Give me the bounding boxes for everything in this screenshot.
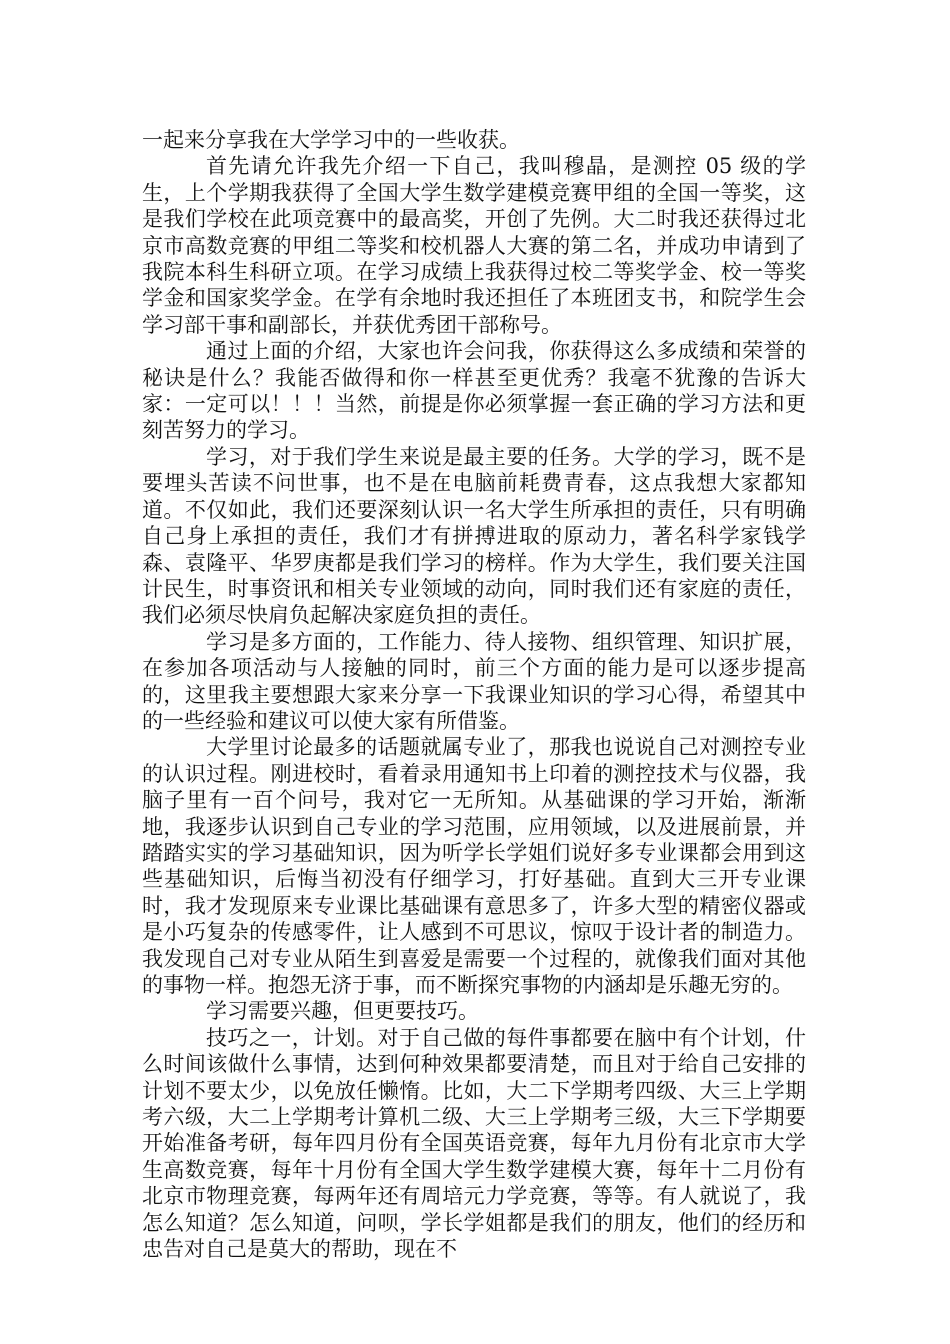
paragraph-2: 首先请允许我先介绍一下自己，我叫穆晶，是测控 05 级的学生，上个学期我获得了全国大学生数学建模竞赛甲组的全国一等奖，这是我们学校在此项竞赛中的最高奖，开创了先例。大二时我还获得过北京市高数竞赛的甲组二等奖和校机器人大赛的第二名，并成功申请到了我院本科生科研立项。在学习成绩上我获得过校二等奖学金、校一等奖学金和国家奖学金。在学有余地时我还担任了本班团支书，和院学生会学习部干事和副部长，并获优秀团干部称号。 bbox=[142, 154, 806, 337]
paragraph-7: 学习需要兴趣，但更要技巧。 bbox=[206, 999, 479, 1024]
paragraph-8: 技巧之一，计划。对于自己做的每件事都要在脑中有个计划，什么时间该做什么事情，达到何种效果都要清楚，而且对于给自己安排的计划不要太少，以免放任懒惰。比如，大二下学期考四级、大三上学期考六级，大二上学期考计算机二级、大三上学期考三级，大三下学期要开始准备考研，每年四月份有全国英语竞赛，每年九月份有北京市大学生高数竞赛，每年十月份有全国大学生数学建模大赛，每年十二月份有北京市物理竞赛，每两年还有周培元力学竞赛，等等。有人就说了，我怎么知道？怎么知道，问呗，学长学姐都是我们的朋友，他们的经历和忠告对自己是莫大的帮助，现在不 bbox=[142, 1025, 806, 1262]
paragraph-3: 通过上面的介绍，大家也许会问我，你获得这么多成绩和荣誉的秘诀是什么？我能否做得和你一样甚至更优秀？我毫不犹豫的告诉大家：一定可以！！！当然，前提是你必须掌握一套正确的学习方法和更刻苦努力的学习。 bbox=[142, 339, 806, 443]
paragraph-1: 一起来分享我在大学学习中的一些收获。 bbox=[142, 128, 520, 152]
document-body bbox=[142, 127, 806, 1262]
paragraph-4: 学习，对于我们学生来说是最主要的任务。大学的学习，既不是要埋头苦读不问世事，也不是在电脑前耗费青春，这点我想大家都知道。不仅如此，我们还要深刻认识一名大学生所承担的责任，只有明确自己身上承担的责任，我们才有拼搏进取的原动力，著名科学家钱学森、袁隆平、华罗庚都是我们学习的榜样。作为大学生，我们要关注国计民生，时事资讯和相关专业领域的动向，同时我们还有家庭的责任，我们必须尽快肩负起解决家庭负担的责任。 bbox=[142, 444, 806, 628]
paragraph-6: 大学里讨论最多的话题就属专业了，那我也说说自己对测控专业的认识过程。刚进校时，看着录用通知书上印着的测控技术与仪器，我脑子里有一百个问号，我对它一无所知。从基础课的学习开始，渐渐地，我逐步认识到自己专业的学习范围，应用领域，以及进展前景，并踏踏实实的学习基础知识，因为听学长学姐们说好多专业课都会用到这些基础知识，后悔当初没有仔细学习，打好基础。直到大三开专业课时，我才发现原来专业课比基础课有意思多了，许多大型的精密仪器或是小巧复杂的传感零件，让人感到不可思议，惊叹于设计者的制造力。我发现自己对专业从陌生到喜爱是需要一个过程的，就像我们面对其他的事物一样。抱怨无济于事，而不断探究事物的内涵却是乐趣无穷的。 bbox=[142, 735, 806, 997]
paragraph-5: 学习是多方面的，工作能力、待人接物、组织管理、知识扩展，在参加各项活动与人接触的同时，前三个方面的能力是可以逐步提高的，这里我主要想跟大家来分享一下我课业知识的学习心得，希望其中的一些经验和建议可以使大家有所借鉴。 bbox=[142, 629, 806, 733]
